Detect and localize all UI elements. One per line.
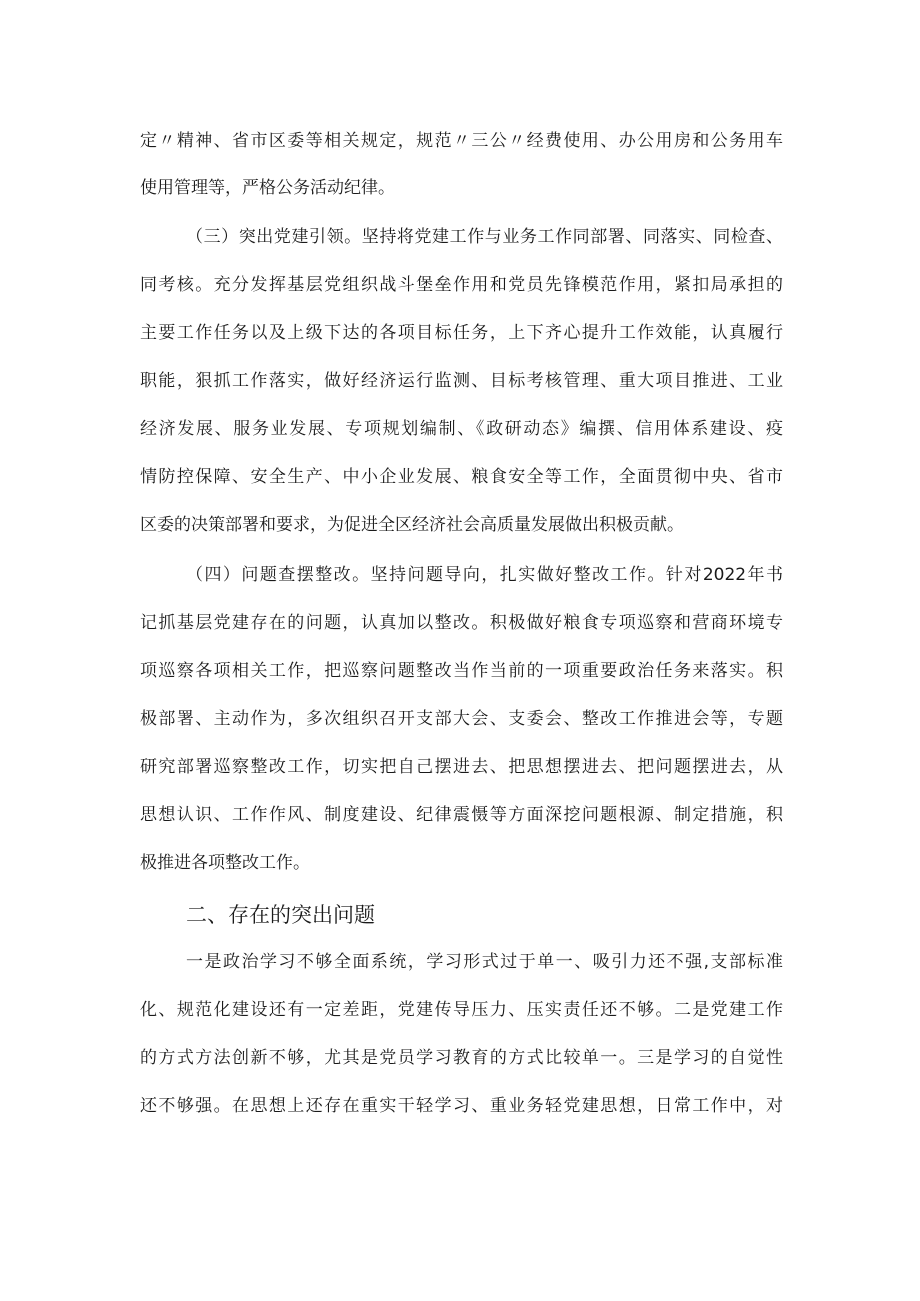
- paragraph-2-line-1: （三）突出党建引领。坚持将党建工作与业务工作同部署、同落实、同检查、: [186, 227, 783, 247]
- paragraph-3-line-6: 思想认识、工作作风、制度建设、纪律震慑等方面深挖问题根源、制定措施，积: [140, 805, 783, 825]
- paragraph-1-line-1: 定〃精神、省市区委等相关规定，规范〃三公〃经费使用、办公用房和公务用车: [140, 131, 783, 151]
- paragraph-3-line-4: 极部署、主动作为，多次组织召开支部大会、支委会、整改工作推进会等，专题: [140, 709, 783, 729]
- paragraph-2-line-3: 主要工作任务以及上级下达的各项目标任务，上下齐心提升工作效能，认真履行: [140, 323, 783, 343]
- paragraph-2-line-2: 同考核。充分发挥基层党组织战斗堡垒作用和党员先锋模范作用，紧扣局承担的: [140, 275, 783, 295]
- paragraph-4-line-4: 还不够强。在思想上还存在重实干轻学习、重业务轻党建思想，日常工作中，对: [140, 1096, 783, 1116]
- paragraph-4-line-1: 一是政治学习不够全面系统，学习形式过于单一、吸引力还不强,支部标准: [186, 952, 783, 972]
- section-heading: 二、存在的突出问题: [186, 903, 375, 927]
- paragraph-4-line-2: 化、规范化建设还有一定差距，党建传导压力、压实责任还不够。二是党建工作: [140, 1000, 783, 1020]
- paragraph-4-line-3: 的方式方法创新不够，尤其是党员学习教育的方式比较单一。三是学习的自觉性: [140, 1048, 783, 1068]
- paragraph-3-line-1: （四）问题查摆整改。坚持问题导向，扎实做好整改工作。针对2022年书: [186, 565, 783, 585]
- paragraph-2-line-5: 经济发展、服务业发展、专项规划编制、《政研动态》编撰、信用体系建设、疫: [140, 419, 783, 439]
- paragraph-2-line-6: 情防控保障、安全生产、中小企业发展、粮食安全等工作，全面贯彻中央、省市: [140, 467, 783, 487]
- paragraph-3-line-3: 项巡察各项相关工作，把巡察问题整改当作当前的一项重要政治任务来落实。积: [140, 661, 783, 681]
- paragraph-3-line-2: 记抓基层党建存在的问题，认真加以整改。积极做好粮食专项巡察和营商环境专: [140, 613, 783, 633]
- paragraph-2-line-7: 区委的决策部署和要求，为促进全区经济社会高质量发展做出积极贡献。: [140, 515, 684, 535]
- paragraph-1-line-2: 使用管理等，严格公务活动纪律。: [140, 178, 395, 198]
- paragraph-3-line-7: 极推进各项整改工作。: [140, 853, 310, 873]
- paragraph-3-line-5: 研究部署巡察整改工作，切实把自己摆进去、把思想摆进去、把问题摆进去，从: [140, 757, 783, 777]
- paragraph-2-line-4: 职能，狠抓工作落实，做好经济运行监测、目标考核管理、重大项目推进、工业: [140, 371, 783, 391]
